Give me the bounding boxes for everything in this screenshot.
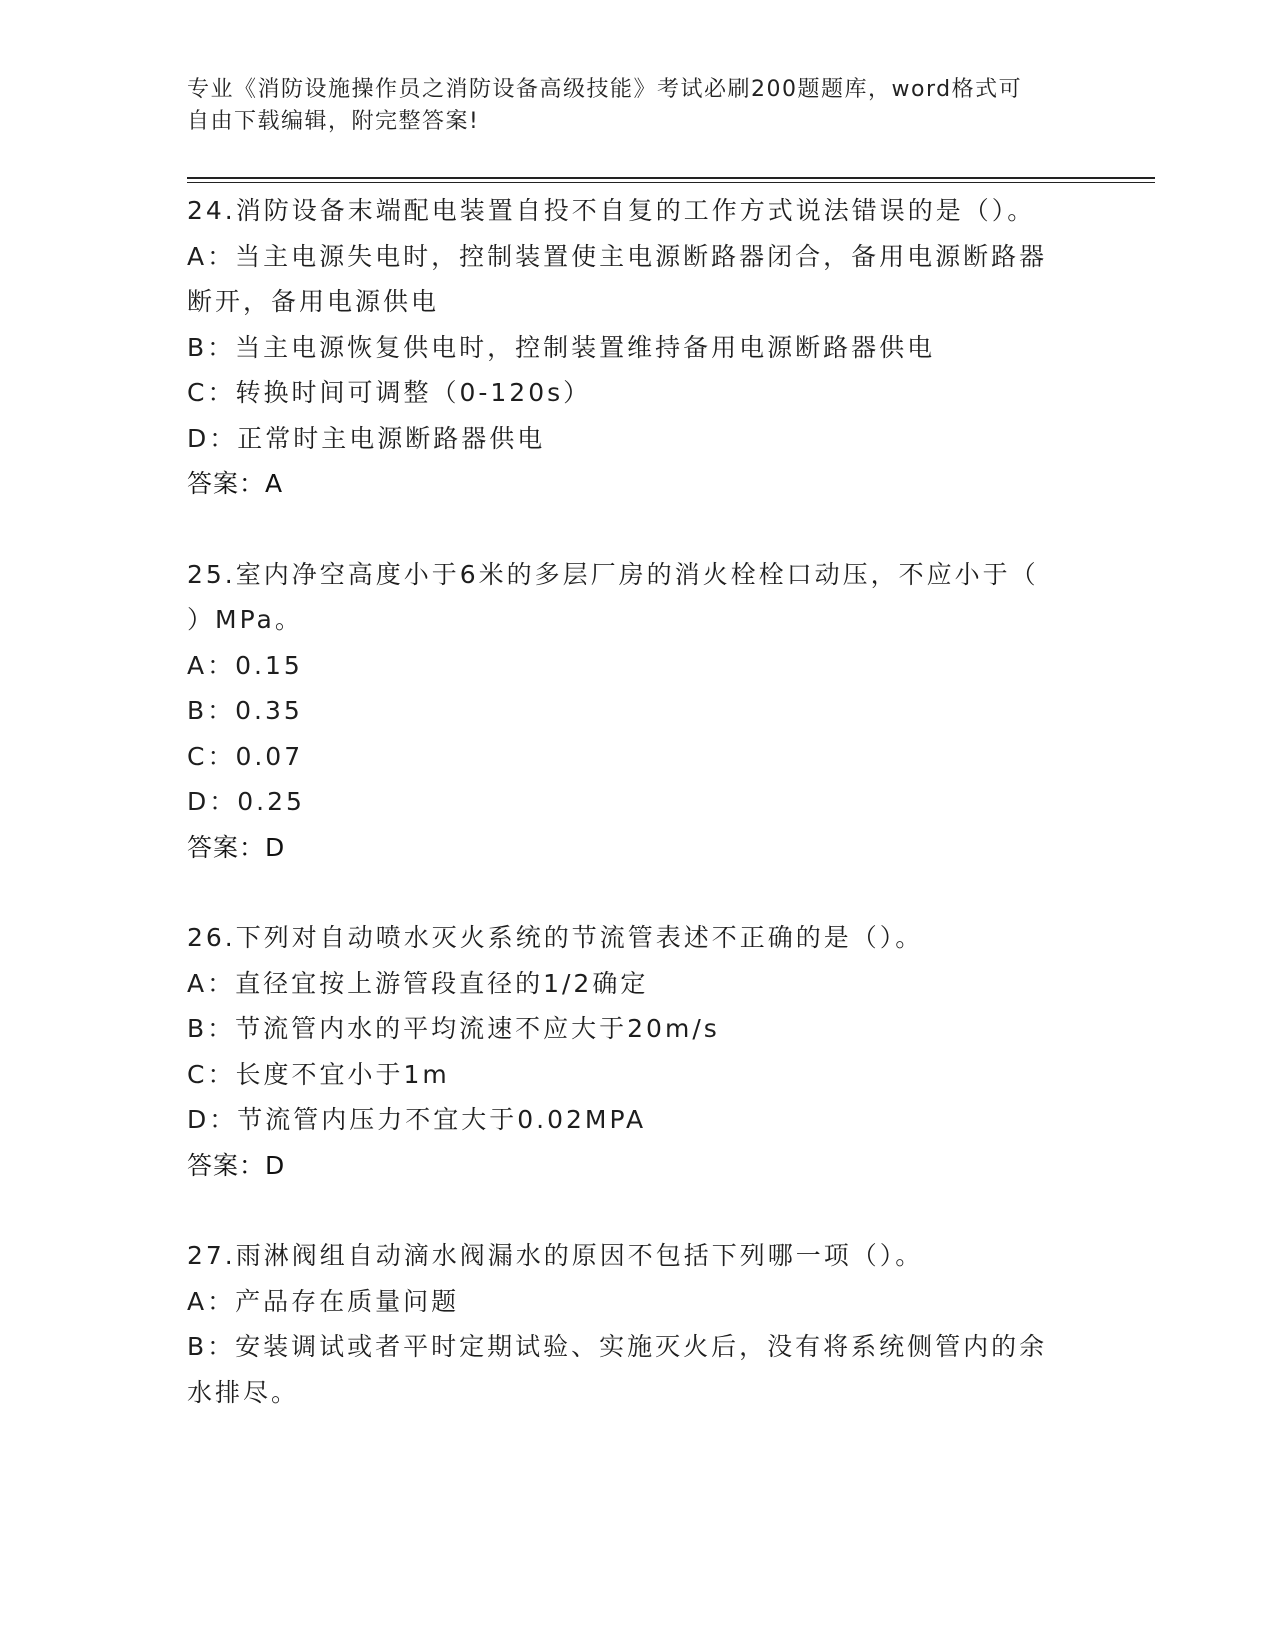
question-stem: 24.消防设备末端配电装置自投不自复的工作方式说法错误的是（）。 [187, 196, 1036, 225]
option-d: D：0.25 [187, 787, 305, 816]
question-stem: 27.雨淋阀组自动滴水阀漏水的原因不包括下列哪一项（）。 [187, 1241, 924, 1270]
option-b: B：当主电源恢复供电时，控制装置维持备用电源断路器供电 [187, 332, 936, 362]
option-c: C：长度不宜小于1m [187, 1059, 450, 1089]
question-24 [187, 188, 1077, 507]
header-line-1: 专业《消防设施操作员之消防设备高级技能》考试必刷200题题库，word格式可 [187, 77, 1023, 102]
question-25 [187, 552, 1077, 871]
option-c: C：0.07 [187, 741, 304, 771]
option-a: A：直径宜按上游管段直径的1/2确定 [187, 968, 649, 998]
question-27 [187, 1233, 1077, 1415]
document-header [187, 74, 1067, 138]
answer: 答案：D [187, 832, 286, 862]
answer: 答案：A [187, 469, 284, 498]
option-b: B：安装调试或者平时定期试验、实施灭火后，没有将系统侧管内的余 [187, 1332, 1048, 1361]
option-a: A：产品存在质量问题 [187, 1286, 460, 1316]
question-26 [187, 915, 1077, 1188]
header-line-2: 自由下载编辑，附完整答案! [187, 109, 480, 134]
option-a: A：0.15 [187, 650, 303, 680]
question-stem: 26.下列对自动喷水灭火系统的节流管表述不正确的是（）。 [187, 923, 924, 952]
header-divider-thick [187, 177, 1155, 179]
option-c: C：转换时间可调整（0-120s） [187, 378, 592, 407]
header-divider-thin [187, 182, 1155, 183]
option-d: D：正常时主电源断路器供电 [187, 423, 546, 453]
question-list [187, 188, 1077, 1415]
option-a-continued: 断开，备用电源供电 [187, 287, 440, 316]
option-b: B：0.35 [187, 696, 303, 725]
option-b: B：节流管内水的平均流速不应大于20m/s [187, 1014, 720, 1043]
option-d: D：节流管内压力不宜大于0.02MPA [187, 1105, 647, 1134]
question-stem: 25.室内净空高度小于6米的多层厂房的消火栓栓口动压，不应小于（ [187, 559, 1039, 589]
answer: 答案：D [187, 1150, 286, 1180]
question-stem-continued: ）MPa。 [187, 605, 303, 634]
option-b-continued: 水排尽。 [187, 1377, 300, 1407]
option-a: A：当主电源失电时，控制装置使主电源断路器闭合，备用电源断路器 [187, 241, 1048, 271]
